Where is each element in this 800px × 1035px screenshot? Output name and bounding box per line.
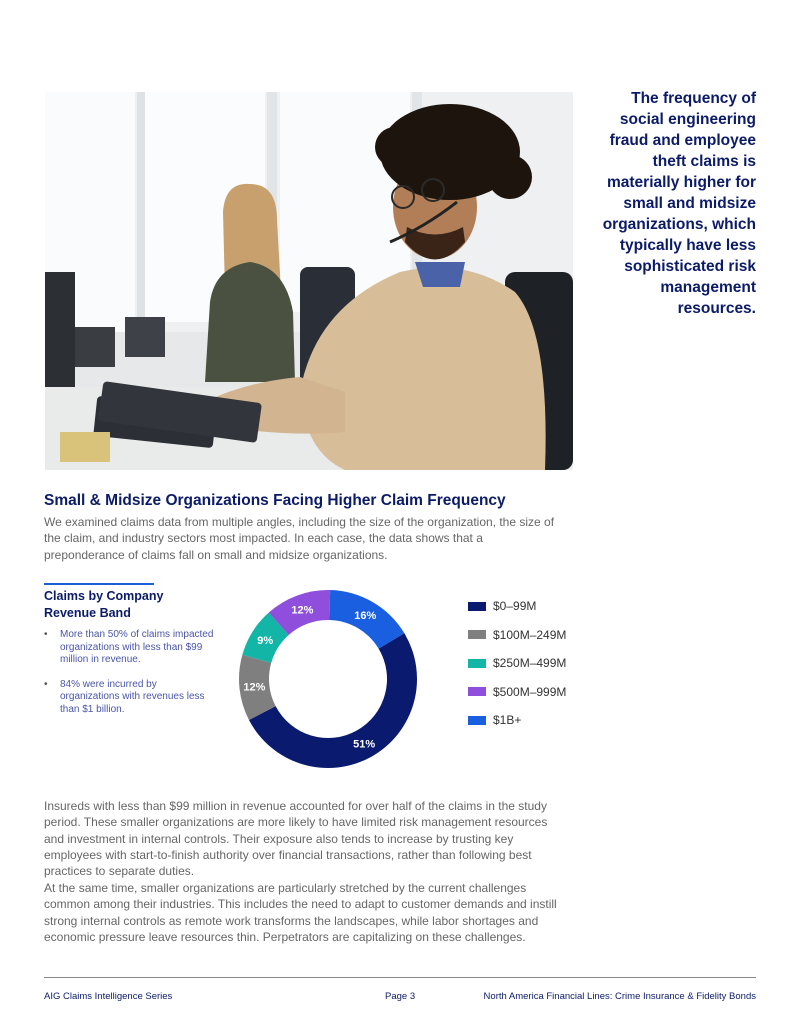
office-photo	[45, 92, 573, 470]
office-photo-illustration	[45, 92, 573, 470]
sidebar-title: Claims by Company Revenue Band	[44, 589, 164, 620]
footer-rule	[44, 977, 756, 978]
sidebar-rule	[44, 583, 154, 585]
donut-slice-label: 12%	[291, 604, 314, 617]
section-intro: We examined claims data from multiple angles, including the size of the organization, the size of the claim, and industry sectors most impacted. In each case, the data shows that a preponderance of claims fall on small and midsize organizations.	[44, 515, 555, 562]
body-paragraph: Insureds with less than $99 million in revenue accounted for over half of the claims in the study period. These smaller organizations are more likely to have limited risk management resources and investment in internal controls. Their exposure also tends to increase by trusting key employees with start-to-finish authority over financial transactions, rather than following best practices to separate duties.	[44, 799, 548, 879]
legend-swatch	[468, 630, 486, 639]
donut-chart	[228, 582, 428, 782]
legend-label: $250M–499M	[493, 656, 567, 671]
legend-label: $500M–999M	[493, 684, 567, 699]
legend-label: $0–99M	[493, 599, 537, 614]
donut-slice-label: 12%	[243, 681, 266, 694]
donut-slice-label: 51%	[353, 738, 376, 751]
sidebar-bullet: • More than 50% of claims impacted organizations with less than $99 million in revenue.	[44, 629, 214, 667]
legend-label: $100M–249M	[493, 627, 567, 642]
legend-item	[468, 678, 566, 707]
legend-swatch	[468, 602, 486, 611]
sidebar-bullets	[44, 629, 214, 729]
legend-item	[468, 621, 566, 650]
legend-swatch	[468, 659, 486, 668]
footer-report-title: North America Financial Lines: Crime Insurance & Fidelity Bonds	[483, 991, 756, 1002]
footer-page-number: Page 3	[385, 991, 416, 1002]
chart-legend	[468, 592, 566, 735]
legend-item	[468, 592, 566, 621]
footer-series: AIG Claims Intelligence Series	[44, 991, 173, 1002]
donut-slice-label: 9%	[257, 634, 274, 647]
legend-swatch	[468, 687, 486, 696]
donut-slice-label: 16%	[354, 610, 377, 623]
legend-swatch	[468, 716, 486, 725]
sidebar-bullet: • 84% were incurred by organizations with revenues less than $1 billion.	[44, 679, 214, 717]
section-title: Small & Midsize Organizations Facing Higher Claim Frequency	[44, 492, 506, 509]
pull-quote: The frequency of social engineering fraud and employee theft claims is materially higher for small and midsize organizations, which typically have less sophisticated risk management resources.	[602, 90, 756, 317]
legend-label: $1B+	[493, 713, 522, 728]
legend-item	[468, 706, 566, 735]
legend-item	[468, 649, 566, 678]
body-paragraph: At the same time, smaller organizations are particularly stretched by the current challenges common among their industries. This includes the need to adapt to customer demands and instill strong internal controls as remote work transforms the landscapes, while labor shortages and economic pressure leave resources thin. Perpetrators are capitalizing on these challenges.	[44, 881, 557, 944]
